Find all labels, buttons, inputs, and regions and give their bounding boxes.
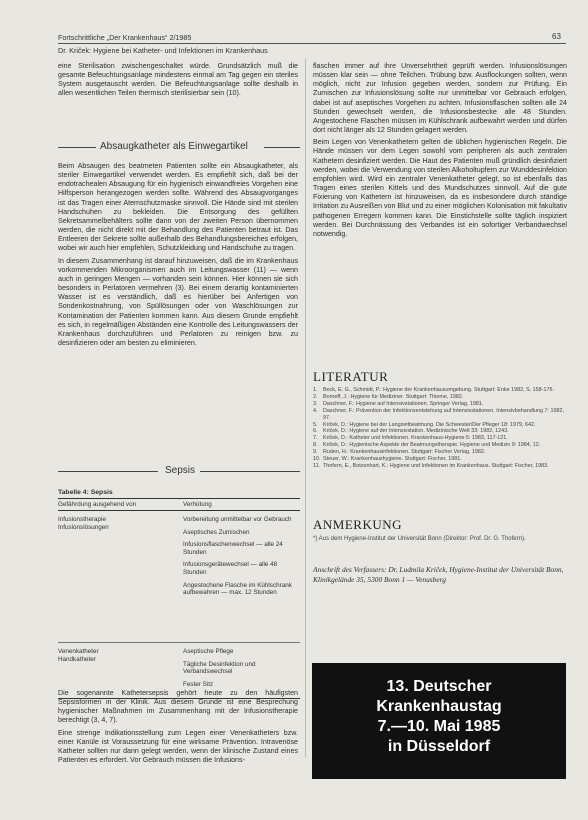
table-entry: Tägliche Desinfektion und Verbandswechsel xyxy=(183,660,256,676)
sepsis-table xyxy=(58,489,300,699)
reference-text: Daschner, F.: Prävention der Infektionsentstehung auf Intensivstationen. Intensivbehandlung 7: 1982, 97. xyxy=(323,407,564,421)
reference-number: 5. xyxy=(313,421,318,428)
reference-number: 6. xyxy=(313,428,318,435)
reference-item xyxy=(313,442,565,449)
table-header-row xyxy=(58,499,300,510)
reference-number: 8. xyxy=(313,442,318,449)
reference-item xyxy=(313,387,565,394)
reference-item xyxy=(313,408,565,422)
reference-item xyxy=(313,456,565,463)
table-cell-left: Venenkatheter Handkatheter xyxy=(58,648,99,663)
reference-item xyxy=(313,394,565,401)
page-number: 63 xyxy=(552,32,561,41)
reference-item xyxy=(313,435,565,442)
reference-item xyxy=(313,401,565,408)
section2-body xyxy=(58,689,298,765)
right-paragraph: Beim Legen von Venenkathetern gelten die üblichen hygienischen Regeln. Die Hände müssen vor dem Legen sowohl vom peripheren als auch zentralen Kathetern desinfiziert werden. Die Haut des Patienten muß gründlich desinfiziert werden, wobei die Verwendung von sterilen Alkoholtupfern zur Wunddesinfektion empfohlen wird. Wird ein zentraler Venenkatheter gelegt, so ist ebenfalls das Tragen eines sterilen Kittels und des Mundschutzes sinnvoll. Auf die gute Fixierung von Kathetern ist hinzuweisen, da es insbesondere durch ständige Irritation zu Ausreißen von Blut und zu einer möglichen Kolonisation mit fakultativ pathogenen Erregern kommen kann. Die Einstichstelle sollte täglich inspiziert werden. Bei Durchnässung des Verbandes ist ein sofortiger Verbandwechsel notwendig. xyxy=(313,138,567,238)
column-divider xyxy=(305,58,306,758)
table-caption: Tabelle 4: Sepsis xyxy=(58,489,113,496)
right-body xyxy=(313,62,567,239)
reference-number: 4. xyxy=(313,407,318,414)
congress-advertisement xyxy=(312,663,566,779)
intro-paragraph xyxy=(58,62,298,99)
reference-text: Kriček, D.: Hygiene auf der Intensivstation. Medizinische Welt 33: 1982, 1243. xyxy=(323,428,509,435)
reference-number: 1. xyxy=(313,387,318,393)
reference-item xyxy=(313,428,565,435)
right-paragraph: flaschen immer auf ihre Unversehrtheit geprüft werden. Infusionslösungen müssen klar sein — ohne Teilchen. Trübung bzw. Ausflockungen sollten, wenn möglich, nicht zur Infusion gegeben werden, sondern zur Prüfung. Ein Zumischen zur Infusionslösung sollte nur unmittelbar vor Gebrauch erfolgen, dabei ist auf aseptisches Vorgehen zu achten. Infusionsflaschen sollten alle 24 Stunden gewechselt werden, die Infusionsbestecke alle 48 Stunden. Angestochene Flaschen müssen im Kühlschrank aufbewahrt werden und dürfen dort nicht länger als 12 Stunden gelagert werden. xyxy=(313,62,567,135)
intro-text: eine Sterilisation zwischengeschaltet würde. Grundsätzlich muß die gesamte Befeuchtungsanlage mindestens einmal am Tag gegen ein steriles System ausgetauscht werden. Die Befeuchtungsanlage sollte deshalb in allen wesentlichen Teilen thermisch sterilisierbar sein (10). xyxy=(58,62,298,98)
reference-text: Ruden, H.: Krankenhausinfektionen. Stuttgart: Fischer Verlag, 1982. xyxy=(323,449,486,456)
reference-text: Beck, E. G., Schmidt, P.: Hygiene der Krankenhausumgebung. Stuttgart: Enke 1982, S. 158-176. xyxy=(323,387,554,393)
ad-line-3: 7.—10. Mai 1985 xyxy=(377,718,501,735)
reference-text: Daschner, F.: Hygiene auf Intensivstationen. Springer Verlag, 1981. xyxy=(323,400,484,407)
reference-number: 11. xyxy=(313,462,321,469)
table-col-head-left: Gefährdung ausgehend von xyxy=(58,501,137,508)
section1-heading: Absaugkatheter als Einwegartikel xyxy=(100,141,248,152)
table-cell-right xyxy=(183,516,298,642)
table-entry: Infusionsgerätewechsel — alle 48 Stunden xyxy=(183,561,278,576)
reference-number: 9. xyxy=(313,449,318,456)
table-col-head-right: Verhütung xyxy=(183,501,212,508)
reference-text: Thofern, E., Botzenhart, K.: Hygiene und Infektionen im Krankenhaus. Stuttgart: Fischer, 1983. xyxy=(323,462,549,469)
reference-text: Kriček, D.: Hygiene bei der Langzeitbeatmung. Die Schwester/Der Pfleger 18: 1979, 642. xyxy=(323,421,536,428)
reference-number: 2. xyxy=(313,393,318,400)
literatur-heading: LITERATUR xyxy=(313,369,389,384)
table-entry: Infusionsflaschenwechsel — alle 24 Stunden xyxy=(183,541,283,556)
anmerkung-text: *) Aus dem Hygiene-Institut der Universität Bonn (Direktor: Prof. Dr. G. Thofern). xyxy=(313,536,526,542)
section1-body xyxy=(58,162,298,348)
section2-heading: Sepsis xyxy=(165,465,196,476)
reference-number: 7. xyxy=(313,435,318,442)
ad-line-1: 13. Deutscher xyxy=(386,678,492,695)
reference-list xyxy=(313,387,565,470)
section2-rule-right xyxy=(200,471,300,472)
section1-paragraph: Beim Absaugen des beatmeten Patienten sollte ein Absaugkatheter, als steriler Einwegartikel verwendet werden. Es empfiehlt sich, daß bei der endotrachealen Absaugung für ein hygienisch einwandfreies Vorgehen eine Hilfsperson herangezogen werden sollte. Während des Absaugvorganges ist das Tragen einer Atemschutzmaske sinnvoll. Die Hände sind mit sterilen Handschuhen zu bekleiden. Die Entsorgung des gefüllten Sekretsammelbehälters sollte dann von der zweiten Person übernommen werden, die nicht direkt mit der Behandlung des Patienten betraut ist. Das Entleeren der Sekrete sollte außerhalb des Behandlungsbereiches erfolgen, wobei wir auch hier empfehlen, Schutzkleidung und Handschuhe zu tragen. xyxy=(58,162,298,253)
section2-paragraph: Die sogenannte Kathetersepsis gehört heute zu den häufigsten Sepsisformen in der Klinik. Aus diesem Grunde ist eine Besprechung hygienischer Maßnahmen im Zusammenhang mit der Infusionstherapie berechtigt (3, 4, 7). xyxy=(58,689,298,725)
section2-rule-left xyxy=(58,471,158,472)
header-rule xyxy=(58,43,566,44)
table-cell-left: Infusionstherapie Infusionslösungen xyxy=(58,516,109,531)
table-entry: Aseptisches Zumischen xyxy=(183,528,250,536)
ad-line-2: Krankenhaustag xyxy=(376,698,502,715)
reference-number: 10. xyxy=(313,456,321,463)
reference-item xyxy=(313,449,565,456)
reference-number: 3. xyxy=(313,400,318,407)
table-entry: Vorbereitung unmittelbar vor Gebrauch xyxy=(183,516,292,523)
table-entry: Fester Sitz xyxy=(183,680,214,688)
table-row xyxy=(58,511,300,642)
section1-rule-left xyxy=(58,147,96,148)
table-entry: Angestochene Flasche im Kühlschrank aufbewahren — max. 12 Stunden xyxy=(183,581,292,597)
section1-paragraph: In diesem Zusammenhang ist darauf hinzuweisen, daß die im Krankenhaus vorkommenden Mikroorganismen auch im Leitungswasser (11) — wenn auch in geringen Mengen — vorhanden sein können. Hier können sie sich besonders in Perlatoren vermehren (3). Bei einem derartig kontaminierten Wasser ist es verständlich, daß es hierüber bei Anfertigen von Sondenkostnahrung, von Spüllösungen oder von Waschlösungen zur Kontamination der Patienten kommen kann. Aus diesem Grunde empfiehlt es sich, in regelmäßigen Abständen eine Kontrolle des Leitungswassers der Krankenhaus durchzuführen und Perlatoren zu reinigen bzw. zu desinfizieren oder am besten zu eliminieren. xyxy=(58,256,298,347)
reference-text: Kriček, D.: Katheter und Infektionen. Krankenhaus-Hygiene 5: 1983, 117-121. xyxy=(323,435,508,442)
reference-text: Steuer, W.: Krankenhaushygiene. Stuttgart: Fischer, 1981. xyxy=(323,456,462,463)
ad-line-4: in Düsseldorf xyxy=(387,738,491,755)
reference-text: Borneff, J.: Hygiene für Mediziner. Stuttgart: Thieme, 1982. xyxy=(323,393,464,400)
reference-text: Kriček, D.: Hygienische Aspekte der Beatmungstherapie. Hygiene und Medizin 9: 1984, 12. xyxy=(323,442,541,449)
reference-item xyxy=(313,463,565,470)
section2-paragraph: Eine strenge Indikationsstellung zum Legen einer Venenkatheters bzw. einer Kanüle ist Voraussetzung für eine wirksame Prävention. Intravenöse Katheter sollten nur dann gelegt werden, wenn der klinische Zustand eines Patienten es erfordert. Vor Gebrauch müssen die Infusions- xyxy=(58,728,298,765)
section1-rule-right xyxy=(264,147,300,148)
running-title: Dr. Kriček: Hygiene bei Katheter- und Infektionen im Krankenhaus xyxy=(58,46,268,55)
journal-header: Fortschrittliche „Der Krankenhaus“ 2/1985 xyxy=(58,33,192,42)
table-entry: Aseptische Pflege xyxy=(183,648,234,655)
anmerkung-heading: ANMERKUNG xyxy=(313,517,402,532)
reference-item xyxy=(313,422,565,429)
author-address: Anschrift des Verfassers: Dr. Ludmila Kriček, Hygiene-Institut der Universität Bonn, Klinikgelände 35, 5300 Bonn 1 — Venusberg xyxy=(313,565,564,584)
